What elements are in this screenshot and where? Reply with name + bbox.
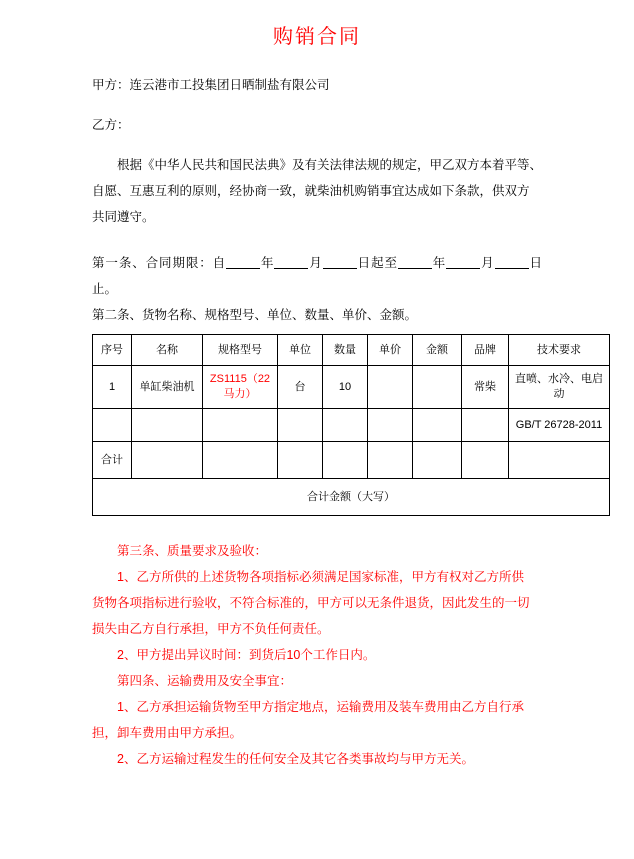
preamble-line-2: 自愿、互惠互利的原则，经协商一致，就柴油机购销事宜达成如下条款，供双方 (92, 184, 530, 198)
cell-seq: 1 (93, 366, 132, 409)
article-4-item-1b: 担，卸车费用由甲方承担。 (92, 726, 243, 740)
article-3-title: 第三条、质量要求及验收： (117, 544, 268, 558)
goods-table (92, 334, 610, 516)
article-2-title: 第二条、货物名称、规格型号、单位、数量、单价、金额。 (92, 308, 418, 322)
th-price: 单价 (368, 335, 413, 366)
table-row-total (93, 479, 610, 516)
cell-amount-empty (413, 409, 462, 442)
th-tech: 技术要求 (509, 335, 610, 366)
cell-sum-label: 合计 (93, 442, 132, 479)
cell-price-empty (368, 409, 413, 442)
cell-total-label: 合计金额（大写） (93, 479, 610, 516)
th-name: 名称 (132, 335, 203, 366)
page-title: 购销合同 (273, 26, 361, 48)
th-amount: 金额 (413, 335, 462, 366)
cell-brand-empty (462, 409, 509, 442)
article-4-block (92, 668, 542, 772)
cell-sum-name (132, 442, 203, 479)
article-1-mid6: 日止。 (92, 256, 542, 296)
article-3-item-1: 1、乙方所供的上述货物各项指标必须满足国家标准，甲方有权对乙方所供 (117, 570, 524, 584)
article-3-item-1c: 损失由乙方自行承担，甲方不负任何责任。 (92, 622, 330, 636)
day-blank-2[interactable] (495, 255, 529, 269)
cell-price (368, 366, 413, 409)
article-3-item-2: 2、甲方提出异议时间：到货后10个工作日内。 (117, 648, 376, 662)
cell-qty-empty (323, 409, 368, 442)
year-blank-2[interactable] (398, 255, 432, 269)
cell-seq-empty (93, 409, 132, 442)
table-row (93, 366, 610, 409)
cell-sum-model (203, 442, 278, 479)
th-unit: 单位 (278, 335, 323, 366)
cell-sum-price (368, 442, 413, 479)
article-1-mid5: 月 (480, 256, 495, 270)
article-1-mid4: 年 (431, 256, 447, 270)
party-b-line: 乙方： (92, 118, 130, 132)
article-1-mid2: 月 (308, 256, 323, 270)
cell-brand: 常柴 (462, 366, 509, 409)
table-header-row (93, 335, 610, 366)
cell-standard: GB/T 26728-2011 (509, 409, 610, 442)
preamble-line-1: 根据《中华人民共和国民法典》及有关法律法规的规定，甲乙双方本着平等、 (117, 158, 543, 172)
month-blank-1[interactable] (274, 255, 308, 269)
cell-sum-brand (462, 442, 509, 479)
article-1-line (92, 250, 542, 302)
cell-qty: 10 (323, 366, 368, 409)
table-row-subtotal (93, 442, 610, 479)
preamble-line-3: 共同遵守。 (92, 210, 155, 224)
cell-amount (413, 366, 462, 409)
cell-tech: 直喷、水冷、电启动 (509, 366, 610, 409)
cell-sum-qty (323, 442, 368, 479)
article-4-item-1: 1、乙方承担运输货物至甲方指定地点，运输费用及装车费用由乙方自行承 (117, 700, 524, 714)
article-4-item-2: 2、乙方运输过程发生的任何安全及其它各类事故均与甲方无关。 (117, 752, 474, 766)
cell-sum-tech (509, 442, 610, 479)
article-4-title: 第四条、运输费用及安全事宜： (117, 674, 293, 688)
cell-unit: 台 (278, 366, 323, 409)
th-seq: 序号 (93, 335, 132, 366)
cell-model-empty (203, 409, 278, 442)
cell-name-empty (132, 409, 203, 442)
cell-sum-unit (278, 442, 323, 479)
cell-unit-empty (278, 409, 323, 442)
cell-model: ZS1115（22马力） (203, 366, 278, 409)
table-row-standard (93, 409, 610, 442)
th-model: 规格型号 (203, 335, 278, 366)
document-page (0, 22, 634, 859)
th-brand: 品牌 (462, 335, 509, 366)
th-qty: 数量 (323, 335, 368, 366)
month-blank-2[interactable] (446, 255, 480, 269)
day-blank-1[interactable] (323, 255, 357, 269)
party-a-line: 甲方：连云港市工投集团日晒制盐有限公司 (92, 78, 330, 92)
article-3-item-1b: 货物各项指标进行验收，不符合标准的，甲方可以无条件退货，因此发生的一切 (92, 596, 530, 610)
cell-name: 单缸柴油机 (132, 366, 203, 409)
article-3-block (92, 538, 542, 668)
cell-sum-amount (413, 442, 462, 479)
article-1-prefix: 第一条、合同期限：自 (92, 256, 227, 270)
year-blank-1[interactable] (226, 255, 260, 269)
article-1-mid1: 年 (260, 256, 275, 270)
article-1-mid3: 日起至 (356, 256, 398, 270)
